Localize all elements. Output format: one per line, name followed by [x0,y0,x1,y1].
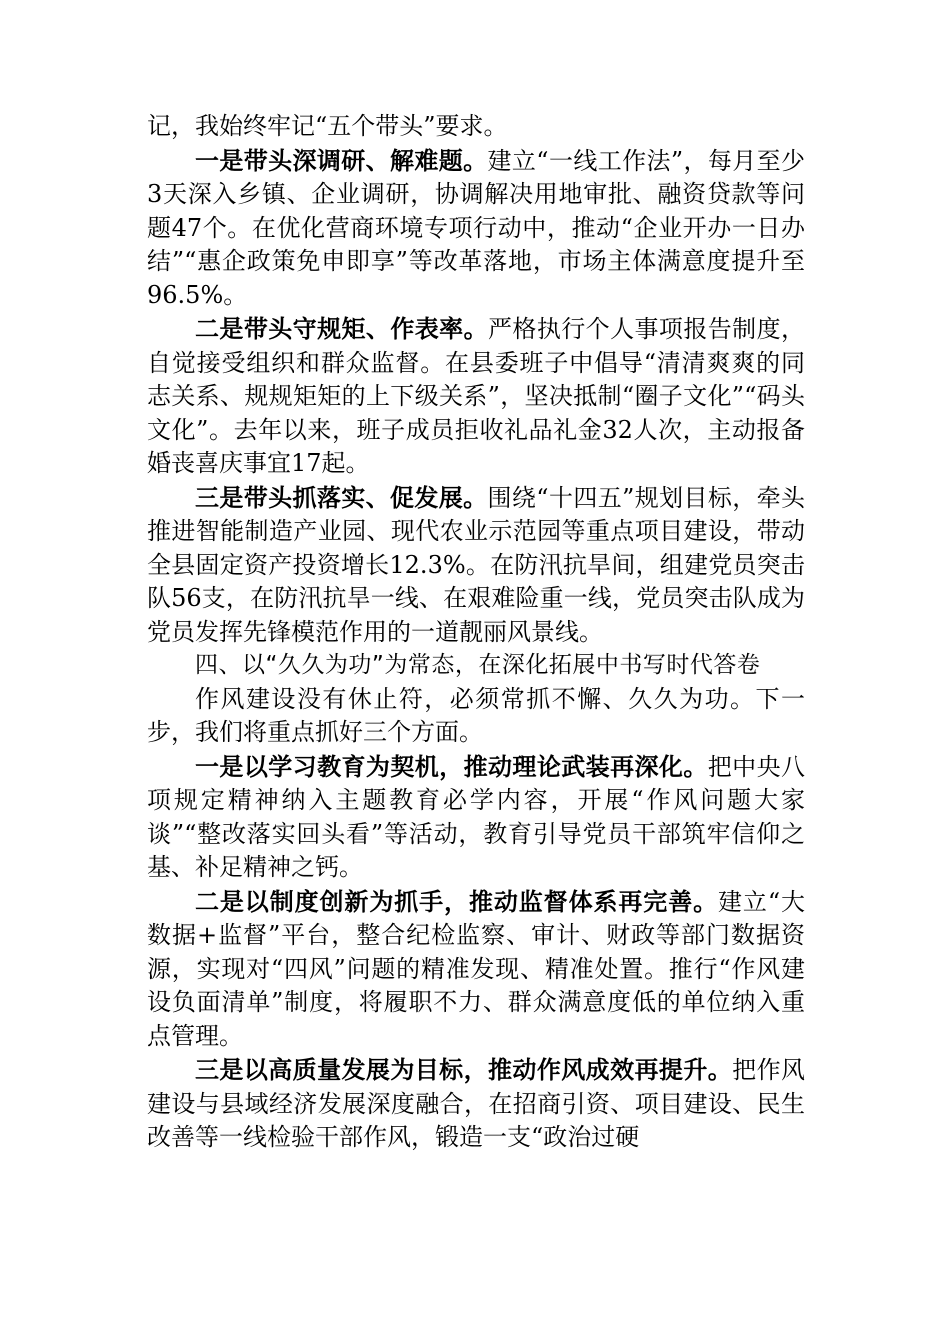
paragraph-high-quality-development [147,1053,805,1155]
paragraph-continuation [147,110,805,144]
paragraph-section-intro [147,683,805,750]
paragraph-lead-by-rules [147,312,805,481]
paragraph-lead: 二是以制度创新为抓手，推动监督体系再完善。 [195,886,719,916]
paragraph-theory-study [147,750,805,885]
paragraph-lead: 一是带头深调研、解难题。 [195,145,488,175]
paragraph-text: 记，我始终牢记“五个带头”要求。 [147,112,508,140]
paragraph-text: 围绕“十四五”规划目标，牵头推进智能制造产业园、现代农业示范园等重点项目建设，带动全县固定资产投资增长12.3%。在防汛抗旱间，组建党员突击队56支，在防汛抗旱一线、在艰难险重一线，党员突击队成为党员发挥先锋模范作用的一道靓丽风景线。 [147,483,806,646]
paragraph-lead: 三是带头抓落实、促发展。 [195,482,488,512]
paragraph-lead: 一是以学习教育为契机，推动理论武装再深化。 [195,751,708,781]
paragraph-text: 作风建设没有休止符，必须常抓不懈、久久为功。下一步，我们将重点抓好三个方面。 [147,684,805,746]
paragraph-text: 严格执行个人事项报告制度，自觉接受组织和群众监督。在县委班子中倡导“清清爽爽的同志关系、规规矩矩的上下级关系”，坚决抵制“圈子文化”“码头文化”。去年以来，班子成员拒收礼品礼金32人次，主动报备婚丧喜庆事宜17起。 [147,315,805,477]
paragraph-text: 把作风建设与县域经济发展深度融合，在招商引资、项目建设、民生改善等一线检验干部作风，锻造一支“政治过硬 [147,1056,806,1151]
section-heading-four [147,649,805,683]
document-body [147,110,805,1155]
paragraph-lead-by-implementation [147,481,805,650]
paragraph-lead: 三是以高质量发展为目标，推动作风成效再提升。 [195,1055,733,1084]
paragraph-text: 建立“大数据+监督”平台，整合纪检监察、审计、财政等部门数据资源，实现对“四风”问题的精准发现、精准处置。推行“作风建设负面清单”制度，将履职不力、群众满意度低的单位纳入重点管理。 [147,887,805,1050]
paragraph-supervision-system [147,885,805,1054]
paragraph-text: 建立“一线工作法”，每月至少3天深入乡镇、企业调研，协调解决用地审批、融资贷款等问题47个。在优化营商环境专项行动中，推动“企业开办一日办结”“惠企政策免申即享”等改革落地，市场主体满意度提升至96.5%。 [147,146,806,309]
heading-text: 四、以“久久为功”为常态，在深化拓展中书写时代答卷 [195,652,761,678]
paragraph-lead-by-research [147,144,805,313]
paragraph-lead: 二是带头守规矩、作表率。 [195,314,488,343]
paragraph-text: 把中央八项规定精神纳入主题教育必学内容，开展“作风问题大家谈”“整改落实回头看”等活动，教育引导党员干部筑牢信仰之基、补足精神之钙。 [147,752,805,881]
